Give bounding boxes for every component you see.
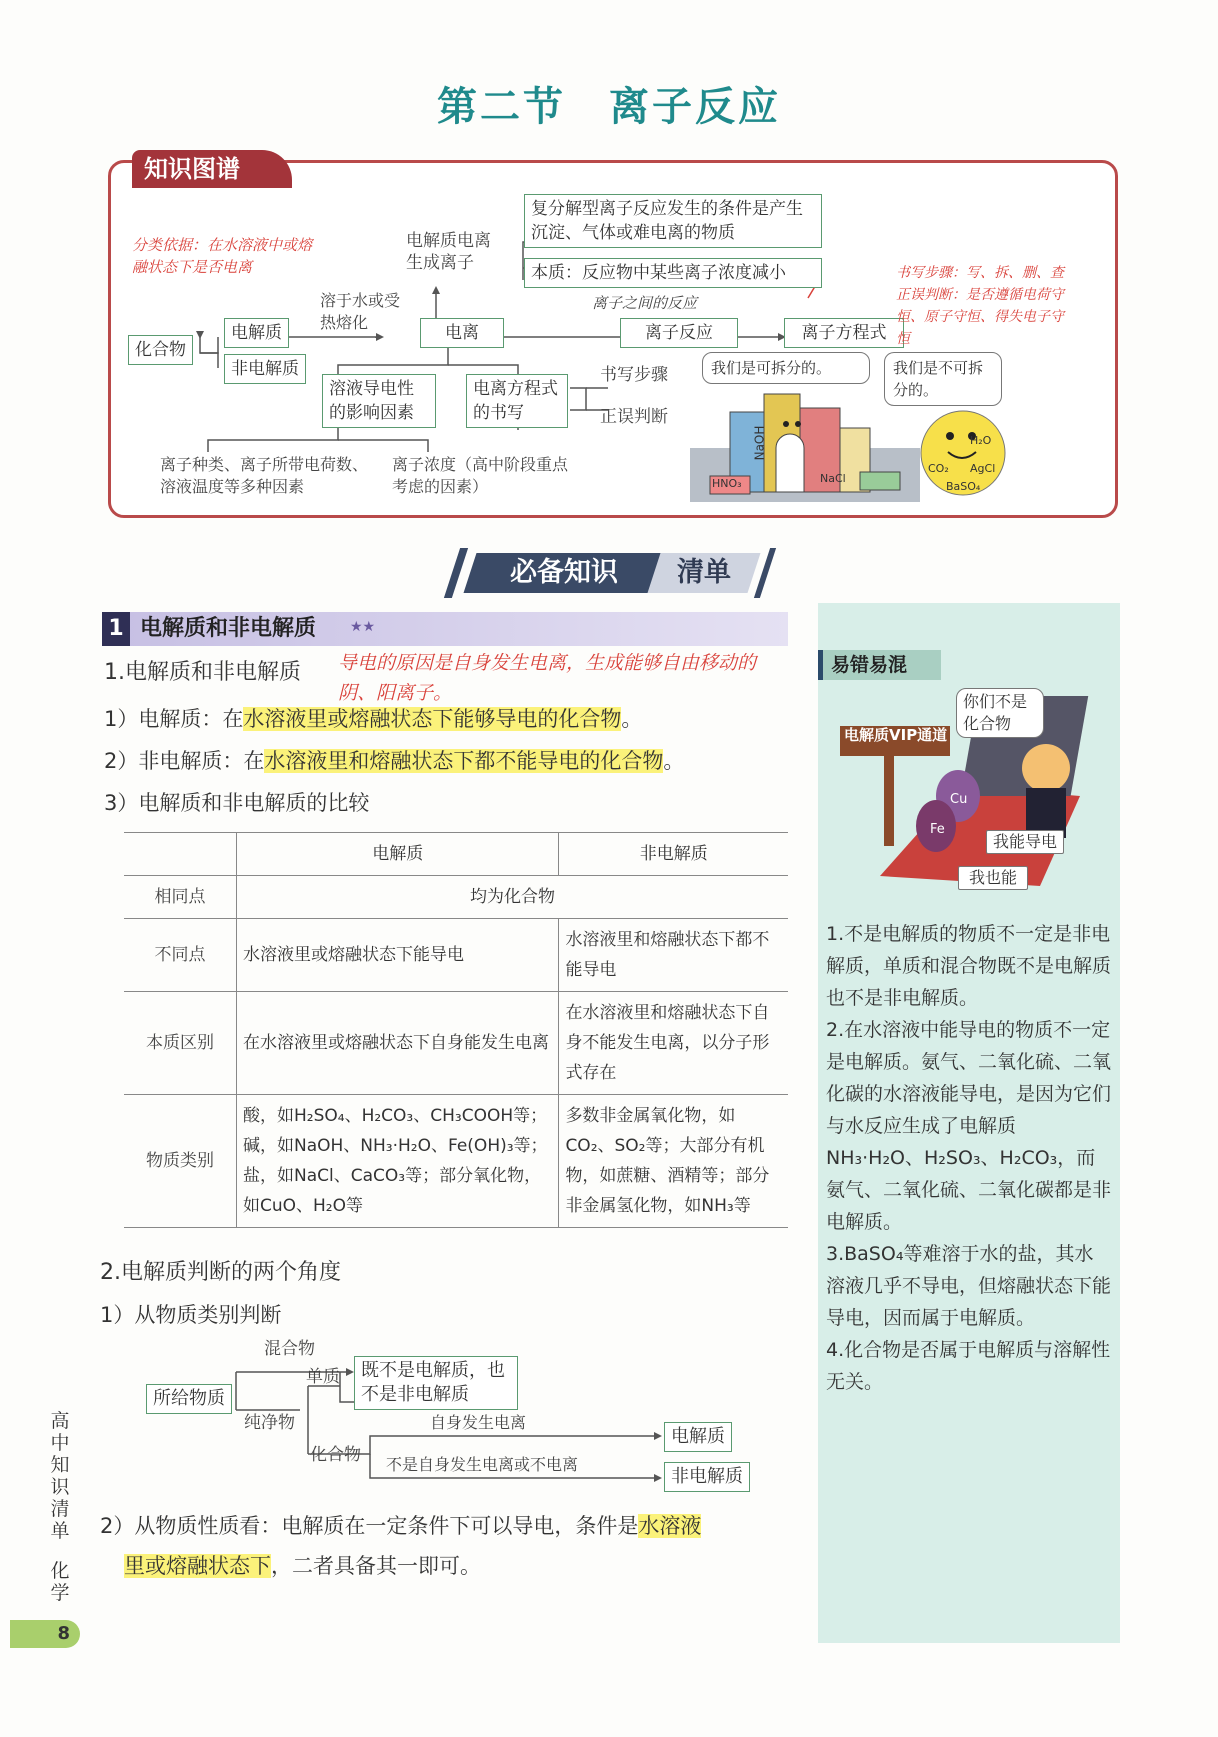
row-diff-non-electrolyte: 水溶液里和熔融状态下都不能导电 [559, 919, 788, 992]
row-essence-electrolyte: 在水溶液里或熔融状态下自身能发生电离 [237, 992, 559, 1095]
classify-note: 分类依据：在水溶液中或熔融状态下是否电离 [132, 236, 313, 276]
row-diff-electrolyte: 水溶液里或熔融状态下能导电 [237, 919, 559, 992]
bubble-fe: 我也能 [958, 866, 1028, 890]
banner-right: 清单 [648, 553, 761, 593]
row-label-essence: 本质区别 [124, 992, 237, 1095]
judge2-highlight-2: 里或熔融状态下 [124, 1554, 271, 1578]
judge2-suffix: ，二者具备其一即可。 [271, 1554, 481, 1578]
ball-label-agcl: AgCl [970, 462, 996, 475]
definition-electrolyte [104, 704, 642, 734]
def1-suffix: 。 [621, 707, 643, 731]
sidebar-item-3: 3.BaSO₄等难溶于水的盐，其水溶液几乎不导电，但熔融状态下能导电，因而属于电解质。 [826, 1243, 1112, 1329]
writing-steps-note: 书写步骤：写、拆、删、查正误判断：是否遵循电荷守恒、原子守恒、得失电子守恒 [896, 265, 1064, 347]
ionization-box: 电离 [420, 318, 504, 348]
judge2-prefix: 2）从物质性质看：电解质在一定条件下可以导电，条件是 [100, 1514, 639, 1538]
tree-electrolyte-box: 电解质 [664, 1422, 732, 1452]
judge-by-category: 1）从物质类别判断 [100, 1303, 282, 1327]
row-type-electrolyte: 酸，如H₂SO₄、H₂CO₃、CH₃COOH等；碱，如NaOH、NH₃·H₂O、Fe(OH)₃等；盐，如NaCl、CaCO₃等；部分氧化物，如CuO、H₂O等 [237, 1095, 559, 1228]
block-naoh: NaOH [752, 425, 767, 461]
banner-left: 必备知识 [464, 553, 665, 593]
cartoon-label-cu: Cu [950, 792, 968, 807]
table-row [124, 992, 788, 1095]
sidebar-title: 易错易混 [818, 650, 941, 680]
compound-box: 化合物 [128, 335, 193, 365]
comparison-heading: 3）电解质和非电解质的比较 [104, 791, 370, 815]
block-nacl: NaCl [820, 472, 846, 485]
page-title: 第二节 离子反应 [437, 84, 781, 130]
between-ions-label: 离子之间的反应 [592, 294, 698, 312]
page-number: 8 [10, 1620, 80, 1648]
book-name-vertical: 高中知识清单 [50, 1410, 70, 1542]
row-same-value: 均为化合物 [237, 876, 789, 919]
subject-vertical: 化学 [50, 1560, 70, 1604]
not-splittable-bubble: 我们是不可拆分的。 [884, 352, 1002, 406]
ionize-generate-label: 电解质电离生成离子 [406, 231, 491, 273]
factors-detail: 离子种类、离子所带电荷数、溶液温度等多种因素 [160, 455, 369, 496]
def2-suffix: 。 [663, 749, 685, 773]
ball-label-co2: CO₂ [928, 462, 949, 475]
sidebar-item-4: 4.化合物是否属于电解质与溶解性无关。 [826, 1339, 1111, 1393]
electrolyte-box: 电解质 [224, 318, 289, 348]
compound-label: 化合物 [310, 1445, 361, 1465]
correctness-label: 正误判断 [600, 407, 668, 427]
ion-reaction-box: 离子反应 [620, 318, 738, 348]
ball-label-h2o: H₂O [970, 434, 992, 447]
def1-highlight: 水溶液里或熔融状态下能够导电的化合物 [243, 707, 622, 731]
table-row [124, 919, 788, 992]
ion-equation-box: 离子方程式 [784, 318, 904, 348]
tree-non-electrolyte-box: 非电解质 [664, 1462, 750, 1492]
table-header-electrolyte: 电解质 [237, 833, 559, 876]
table-row [124, 876, 788, 919]
cartoon-label-fe: Fe [930, 822, 945, 837]
ball-label-baso4: BaSO₄ [946, 480, 981, 493]
section-title: 电解质和非电解质 [140, 616, 317, 641]
subsection-2-title: 2.电解质判断的两个角度 [100, 1260, 341, 1285]
conduction-reason-annotation: 导电的原因是自身发生电离，生成能够自由移动的阴、阳离子。 [338, 652, 757, 704]
pure-substance-label: 纯净物 [244, 1413, 295, 1433]
subsection-1-title: 1.电解质和非电解质 [104, 660, 301, 685]
conductivity-factors-box: 溶液导电性的影响因素 [322, 374, 436, 428]
table-row [124, 1095, 788, 1228]
sidebar-item-1: 1.不是电解质的物质不一定是非电解质，单质和混合物既不是电解质也不是非电解质。 [826, 923, 1112, 1009]
judge-by-property [100, 1506, 790, 1586]
concentration-factor: 离子浓度（高中阶段重点考虑的因素） [392, 455, 569, 496]
ionization-equation-box: 电离方程式的书写 [466, 374, 568, 428]
self-ionize-label: 自身发生电离 [430, 1413, 527, 1432]
row-label-same: 相同点 [124, 876, 237, 919]
judge2-highlight-1: 水溶液 [638, 1514, 702, 1538]
given-substance-box: 所给物质 [146, 1384, 232, 1414]
row-label-type: 物质类别 [124, 1095, 237, 1228]
sidebar-item-2: 2.在水溶液中能导电的物质不一定是电解质。氨气、二氧化硫、二氧化碳的水溶液能导电，是因为它们与水反应生成了电解质NH₃·H₂O、H₂SO₃、H₂CO₃，而氨气、二氧化硫、二氧化碳都是非电解质。 [826, 1019, 1112, 1233]
def2-prefix: 2）非电解质：在 [104, 749, 265, 773]
writing-steps-label: 书写步骤 [600, 365, 668, 385]
difficulty-stars-icon: ★★ [350, 619, 376, 635]
metathesis-condition-box: 复分解型离子反应发生的条件是产生沉淀、气体或难电离的物质 [524, 194, 822, 248]
bubble-cu: 我能导电 [986, 830, 1064, 854]
table-header-row [124, 833, 788, 876]
comparison-table [124, 832, 788, 1228]
table-header-blank [124, 833, 237, 876]
element-label: 单质 [306, 1367, 340, 1387]
def1-prefix: 1）电解质：在 [104, 707, 244, 731]
mixture-label: 混合物 [264, 1339, 315, 1359]
block-hno3: HNO₃ [712, 477, 742, 490]
vip-sign: 电解质VIP通道 [844, 726, 948, 744]
table-header-non-electrolyte: 非电解质 [559, 833, 788, 876]
neither-box: 既不是电解质，也不是非电解质 [354, 1356, 518, 1410]
knowledge-map-tab: 知识图谱 [132, 150, 292, 188]
splittable-bubble: 我们是可拆分的。 [702, 352, 870, 384]
row-essence-non-electrolyte: 在水溶液里和熔融状态下自身不能发生电离，以分子形式存在 [559, 992, 788, 1095]
row-label-diff: 不同点 [124, 919, 237, 992]
essence-box: 本质：反应物中某些离子浓度减小 [524, 258, 822, 288]
dissolve-condition: 溶于水或受热熔化 [320, 291, 401, 332]
not-self-ionize-label: 不是自身发生电离或不电离 [386, 1455, 579, 1474]
non-electrolyte-box: 非电解质 [224, 354, 306, 384]
row-type-non-electrolyte: 多数非金属氧化物，如CO₂、SO₂等；大部分有机物，如蔗糖、酒精等；部分非金属氢化物，如NH₃等 [559, 1095, 788, 1228]
definition-non-electrolyte [104, 746, 684, 776]
def2-highlight: 水溶液里和熔融状态下都不能导电的化合物 [264, 749, 664, 773]
section-number: 1 [102, 612, 130, 646]
bubble-not-compound: 你们不是化合物 [956, 688, 1044, 738]
